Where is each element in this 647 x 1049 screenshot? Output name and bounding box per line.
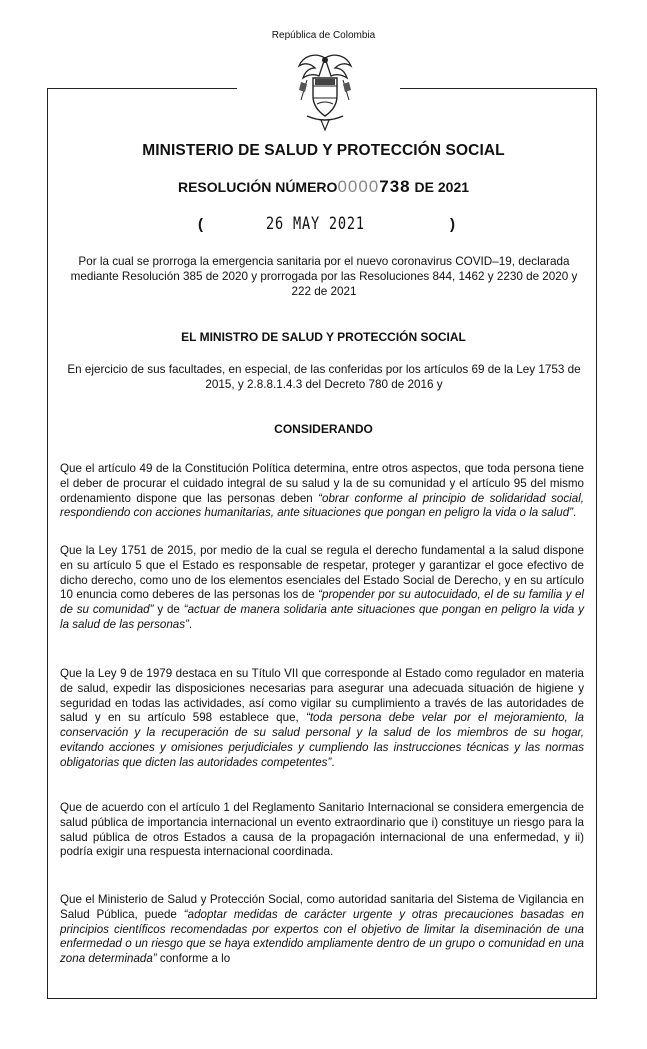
paragraph-1 xyxy=(60,462,584,521)
paragraph-3-end: . xyxy=(331,755,335,769)
paragraph-5-quote: “adoptar medidas de carácter urgente y otras precauciones basadas en principios científicos recomendadas por expertos con el objetivo de limitar la diseminación de una enfermedad o un riesgo que se haya extendido ampliamente dentro de un grupo o comunidad en una zona determinada” xyxy=(60,907,584,966)
paragraph-2-quote-2: “actuar de manera solidaria ante situaciones que pongan en peligro la vida y la salud de las personas” xyxy=(60,603,584,631)
minister-heading: EL MINISTRO DE SALUD Y PROTECCIÓN SOCIAL xyxy=(181,330,466,344)
paragraph-1-end: . xyxy=(573,506,577,520)
resolution-number xyxy=(337,177,410,196)
paragraph-2-end: . xyxy=(188,617,193,631)
resolution-number-prefix: 0000 xyxy=(337,177,380,196)
paragraph-1-quote: “obrar conforme al principio de solidaridad social, respondiendo con acciones humanitarias, ante situaciones que pongan en peligro la vida o la salud” xyxy=(60,491,584,520)
frame-top-left-rule xyxy=(47,88,237,89)
resolution-line xyxy=(0,177,647,197)
paragraph-3-quote: “toda persona debe velar por el mejoramiento, la conservación y la recuperación de su salud personal y la salud de los miembros de su hogar, evitando acciones y omisiones perjudiciales y cumpliendo las instrucciones técnicas y las normas obligatorias que dicten las autoridades competentes” xyxy=(60,711,584,769)
paragraph-5 xyxy=(60,893,584,967)
paragraph-2 xyxy=(60,544,584,633)
paragraph-2-quote-1: “propender por su autocuidado, el de su familia y el de su comunidad” xyxy=(60,588,584,617)
date-close-paren: ) xyxy=(450,216,455,233)
powers-statement: En ejercicio de sus facultades, en especial, de las conferidas por los artículos 69 de la Ley 1753 de 2015, y 2.8.8.1.4.3 del Decreto 780 de 2016 y xyxy=(67,363,581,391)
resolution-label: RESOLUCIÓN NÚMERO xyxy=(177,179,338,195)
country-header: República de Colombia xyxy=(271,30,376,41)
paragraph-5-end: conforme a lo xyxy=(156,952,231,966)
paragraph-2-text: Que la Ley 1751 de 2015, por medio de la cual se regula el derecho fundamental a la salud dispone en su artículo 5 que el Estado es responsable de respetar, proteger y garantizar el goce efectivo de dicho derecho, como uno de los elementos esenciales del Estado Social de Derecho, y en su artículo 10 enuncia como deberes de las personas los de xyxy=(60,544,584,602)
paragraph-5-text: Que el Ministerio de Salud y Protección Social, como autoridad sanitaria del Sistema de Vigilancia en Salud Pública, puede xyxy=(60,893,584,921)
resolution-year: DE 2021 xyxy=(414,179,470,195)
paragraph-3-text: Que la Ley 9 de 1979 destaca en su Título VII que corresponde al Estado como regulador en materia de salud, expedir las disposiciones necesarias para asegurar una adecuada situación de higiene y seguridad en todas las actividades, así como vigilar su cumplimiento a través de las autoridades de salud y en su artículo 598 establece que, xyxy=(60,667,584,725)
paragraph-3 xyxy=(60,667,584,771)
considerando-heading: CONSIDERANDO xyxy=(274,422,373,436)
resolution-date-stamp: 26 MAY 2021 xyxy=(266,214,365,234)
ministry-title: MINISTERIO DE SALUD Y PROTECCIÓN SOCIAL xyxy=(142,142,505,159)
resolution-number-value: 738 xyxy=(379,177,411,196)
paragraph-4: Que de acuerdo con el artículo 1 del Reglamento Sanitario Internacional se considera emergencia de salud pública de importancia internacional un evento extraordinario que i) constituye un riesgo para la salud pública de otros Estados a causa de la propagación internacional de una enfermedad, y ii) podría exigir una respuesta internacional coordinada. xyxy=(60,801,584,859)
paragraph-2-mid: y de xyxy=(153,603,184,617)
paragraph-1-text: Que el artículo 49 de la Constitución Política determina, entre otros aspectos, que toda persona tiene el deber de procurar el cuidado integral de su salud y la de su comunidad y el artículo 95 del mismo ordenamiento dispone que las personas deben xyxy=(60,462,584,505)
date-open-paren: ( xyxy=(198,216,203,233)
resolution-subject: Por la cual se prorroga la emergencia sanitaria por el nuevo coronavirus COVID–19, declarada mediante Resolución 385 de 2020 y prorrogada por las Resoluciones 844, 1462 y 2230 de 2020 y 222 de 2021 xyxy=(70,255,578,298)
frame-top-right-rule xyxy=(400,88,596,89)
date-line xyxy=(0,214,647,238)
